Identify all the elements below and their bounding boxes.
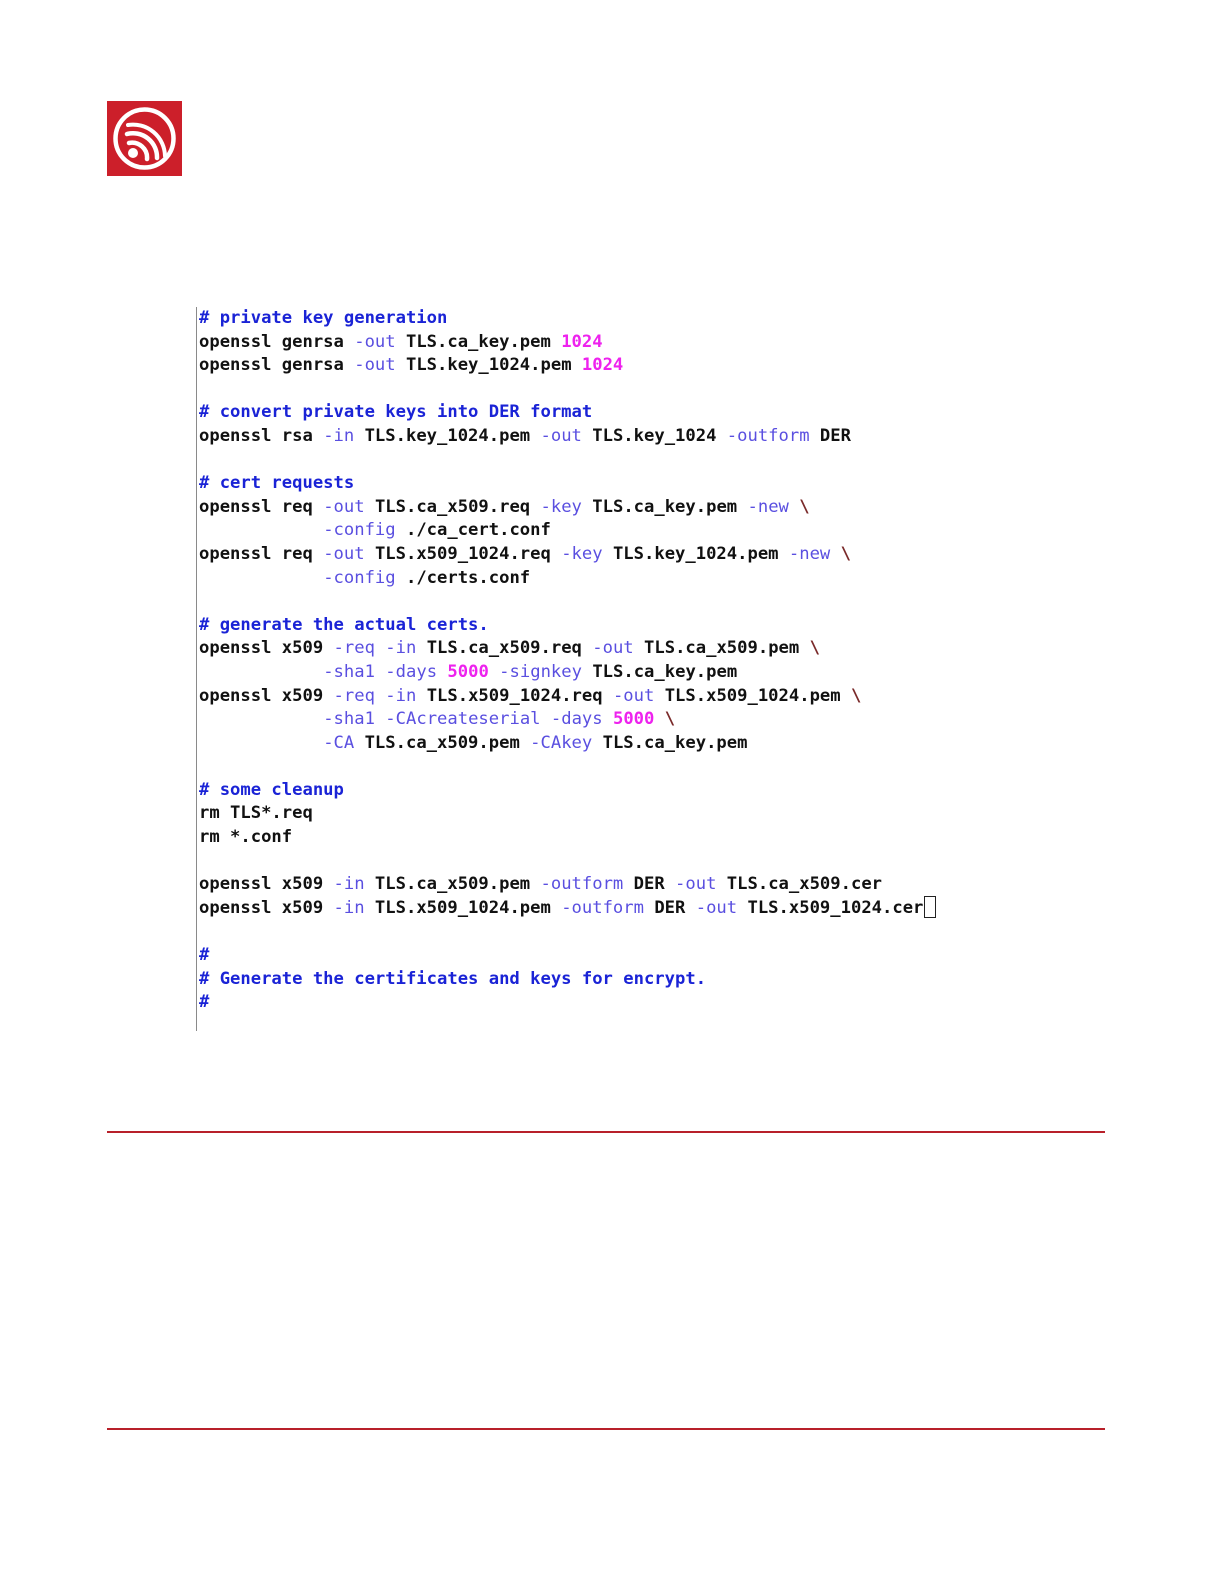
code-token-flag: -config <box>323 520 396 541</box>
code-token-flag: -in <box>333 874 365 895</box>
code-token-text <box>375 662 385 682</box>
code-line <box>199 354 1019 378</box>
code-token-cont: \ <box>840 543 851 564</box>
code-line <box>199 519 1019 543</box>
code-line <box>199 850 1019 874</box>
code-line <box>199 472 1019 496</box>
code-token-text: TLS.ca_x509.req <box>364 496 541 517</box>
footer-divider <box>107 1428 1105 1430</box>
text-cursor <box>924 896 936 918</box>
code-token-text: openssl genrsa <box>199 355 355 376</box>
code-line <box>199 590 1019 614</box>
code-line <box>199 567 1019 591</box>
code-token-text: TLS.key_1024.pem <box>354 425 541 446</box>
code-token-num: 5000 <box>612 709 655 730</box>
code-token-flag: -out <box>354 355 396 376</box>
code-token-comment: # <box>199 945 210 966</box>
code-token-text: TLS.x509_1024.pem <box>654 685 851 706</box>
code-token-flag: -new <box>747 496 789 517</box>
code-token-flag: -in <box>385 685 417 706</box>
code-token-flag: -new <box>788 543 831 564</box>
code-line <box>199 968 1019 992</box>
code-token-flag: -out <box>612 685 655 706</box>
code-line <box>199 802 1019 826</box>
code-token-text <box>375 638 385 658</box>
code-token-cont: \ <box>664 709 676 730</box>
code-token-comment: # Generate the certificates and keys for encrypt. <box>199 968 707 989</box>
code-line <box>199 708 1019 732</box>
code-line <box>199 378 1019 402</box>
code-token-text: openssl rsa <box>199 425 324 446</box>
code-token-flag: -outform <box>561 897 644 918</box>
code-token-text <box>789 497 799 517</box>
code-token-text: TLS.ca_x509.pem <box>364 874 541 895</box>
code-token-flag: -in <box>323 425 355 446</box>
code-token-text <box>375 709 385 729</box>
code-token-text <box>199 662 323 682</box>
code-line <box>199 543 1019 567</box>
code-token-text <box>541 709 551 729</box>
code-token-text: TLS.ca_x509.pem <box>633 638 810 659</box>
code-token-text: TLS.x509_1024.pem <box>364 897 562 918</box>
code-token-comment: # private key generation <box>199 308 448 328</box>
code-token-text: TLS.ca_key.pem <box>581 661 738 682</box>
code-token-flag: -sha1 <box>323 661 375 682</box>
code-line <box>199 425 1019 449</box>
code-token-flag: -req <box>333 685 375 706</box>
code-token-num: 1024 <box>561 331 603 352</box>
code-line <box>199 449 1019 473</box>
code-token-text: openssl x509 <box>199 685 334 706</box>
code-token-cont: \ <box>850 685 862 706</box>
code-token-text: openssl x509 <box>199 874 334 895</box>
code-token-flag: -out <box>592 638 634 659</box>
code-token-text: TLS.ca_x509.cer <box>716 874 883 895</box>
code-token-flag: -CAcreateserial <box>385 709 541 730</box>
espressif-logo <box>107 101 182 176</box>
code-token-cont: \ <box>809 638 820 659</box>
code-token-text: openssl x509 <box>199 638 334 659</box>
code-token-text: openssl genrsa <box>199 331 355 352</box>
code-line <box>199 920 1019 944</box>
code-token-comment: # <box>199 992 210 1013</box>
code-token-text: DER <box>809 425 851 446</box>
code-token-text <box>489 662 499 682</box>
code-line <box>199 614 1019 638</box>
code-token-text: DER <box>643 897 696 918</box>
code-line <box>199 991 1019 1015</box>
code-token-flag: -CA <box>323 732 355 753</box>
code-token-flag: -signkey <box>499 661 582 682</box>
code-token-text: DER <box>623 874 676 895</box>
code-token-text <box>375 686 385 706</box>
code-line <box>199 685 1019 709</box>
code-line <box>199 897 1019 921</box>
code-token-text: openssl req <box>199 543 324 564</box>
code-line <box>199 661 1019 685</box>
code-token-flag: -key <box>561 543 603 564</box>
code-token-comment: # cert requests <box>199 473 355 494</box>
code-line <box>199 826 1019 850</box>
code-screenshot <box>196 307 1019 1031</box>
code-token-text: openssl x509 <box>199 897 334 918</box>
code-token-flag: -key <box>540 496 582 517</box>
code-token-text <box>199 709 323 729</box>
code-token-num: 5000 <box>447 661 489 682</box>
code-token-flag: -out <box>695 897 738 918</box>
code-token-text <box>199 733 323 753</box>
code-token-flag: -days <box>550 709 603 730</box>
code-token-flag: -out <box>323 543 365 564</box>
code-token-comment: # convert private keys into DER format <box>199 402 593 423</box>
code-token-flag: -out <box>354 331 396 352</box>
code-token-text: openssl req <box>199 496 324 517</box>
code-token-text <box>654 709 664 729</box>
code-token-text: rm TLS*.req <box>199 803 313 824</box>
code-line <box>199 873 1019 897</box>
code-token-text: TLS.key_1024.pem <box>602 543 789 564</box>
wifi-logo-icon <box>107 101 182 176</box>
code-token-text: TLS.key_1024.pem <box>395 355 582 376</box>
code-token-flag: -days <box>385 661 438 682</box>
code-token-text: TLS.x509_1024.req <box>416 685 613 706</box>
code-line <box>199 755 1019 779</box>
code-token-text: ./certs.conf <box>395 567 531 588</box>
code-token-text <box>199 520 323 540</box>
code-line <box>199 331 1019 355</box>
code-token-flag: -out <box>540 425 582 446</box>
code-token-text: TLS.key_1024 <box>581 425 727 446</box>
code-line <box>199 307 1019 331</box>
code-line <box>199 496 1019 520</box>
code-token-text <box>603 709 613 729</box>
code-token-flag: -config <box>323 567 396 588</box>
code-line <box>199 944 1019 968</box>
code-line <box>199 401 1019 425</box>
code-token-flag: -in <box>333 897 365 918</box>
code-token-flag: -outform <box>540 874 624 895</box>
code-token-cont: \ <box>799 496 810 517</box>
code-line <box>199 637 1019 661</box>
code-token-text <box>830 544 840 564</box>
code-token-text: TLS.ca_key.pem <box>592 732 748 753</box>
header-divider <box>107 1131 1105 1133</box>
code-token-text <box>437 662 447 682</box>
code-line <box>199 779 1019 803</box>
code-token-text: TLS.x509_1024.cer <box>737 897 924 918</box>
code-token-text: TLS.ca_key.pem <box>581 496 748 517</box>
code-token-text: rm *.conf <box>199 827 293 848</box>
code-token-text: ./ca_cert.conf <box>395 520 551 541</box>
code-token-flag: -sha1 <box>323 709 375 730</box>
code-token-flag: -CAkey <box>530 732 593 753</box>
code-token-flag: -req <box>333 638 375 659</box>
code-token-flag: -in <box>385 638 417 659</box>
code-token-comment: # some cleanup <box>199 779 344 800</box>
code-token-text: TLS.ca_x509.req <box>416 638 593 659</box>
code-line <box>199 732 1019 756</box>
code-token-comment: # generate the actual certs. <box>199 614 489 635</box>
code-token-text <box>199 568 323 588</box>
code-token-text: TLS.ca_key.pem <box>395 331 562 352</box>
code-token-text: TLS.x509_1024.req <box>364 543 562 564</box>
code-token-flag: -outform <box>726 425 810 446</box>
code-token-flag: -out <box>675 874 717 895</box>
code-token-text: TLS.ca_x509.pem <box>354 732 531 753</box>
code-token-num: 1024 <box>581 355 624 376</box>
code-token-flag: -out <box>323 496 365 517</box>
